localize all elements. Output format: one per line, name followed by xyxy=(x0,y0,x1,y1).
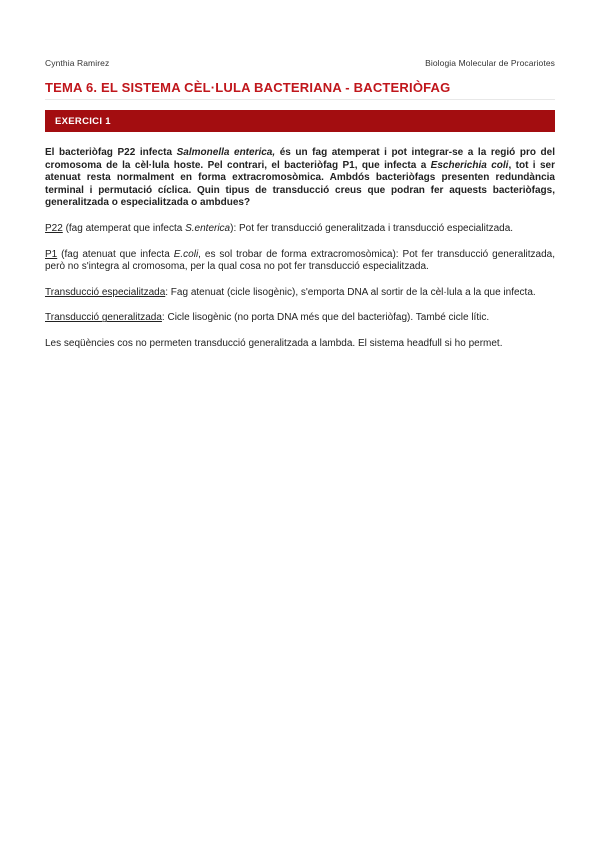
answer-p1-term: P1 xyxy=(45,248,58,260)
answer-especialitzada-term: Transducció especialitzada xyxy=(45,286,166,298)
answer-p22-species: S.enterica xyxy=(185,222,231,234)
answer-generalitzada xyxy=(45,312,555,325)
answer-p1 xyxy=(45,249,555,274)
answer-p22 xyxy=(45,223,555,236)
answer-generalitzada-text: : Cicle lisogènic (no porta DNA més que del bacteriòfag). També cicle lític. xyxy=(161,312,490,324)
question-text-2: és un fag atemperat i pot integrar-se a la regió pro del cromosoma de la cèl·lula hoste. Pel contrari, el bacteriòfag P1, que infecta a xyxy=(45,147,555,171)
answer-especialitzada xyxy=(45,287,555,300)
answer-p22-term: P22 xyxy=(45,222,63,234)
page-title: TEMA 6. EL SISTEMA CÈL·LULA BACTERIANA - BACTERIÒFAG xyxy=(45,80,555,100)
question-species-2: Escherichia coli xyxy=(430,159,509,171)
question-text-1: El bacteriòfag P22 infecta xyxy=(45,147,177,158)
answer-especialitzada-text: : Fag atenuat (cicle lisogènic), s'emporta DNA al sortir de la cèl·lula a la que infecta. xyxy=(165,286,536,298)
question-text-3: , tot i ser atenuat resta normalment en forma extracromosòmica. Ambdós bacteriòfags presenten redundància terminal i permutació cíclica. Quin tipus de transducció creus que podran fer aquests bacteriòfags, generalitzada o especialitzada o ambdues? xyxy=(45,159,555,209)
closing-paragraph: Les seqüències cos no permeten transducció generalitzada a lambda. El sistema headfull si ho permet. xyxy=(45,337,503,349)
exercise-label: EXERCICI 1 xyxy=(55,115,111,127)
answer-generalitzada-term: Transducció generalitzada xyxy=(45,312,162,324)
answer-p22-text-a: (fag atemperat que infecta xyxy=(62,222,186,234)
question-species-1: Salmonella enterica, xyxy=(176,147,276,158)
answer-p22-text-b: ): Pot fer transducció generalitzada i transducció especialitzada. xyxy=(230,222,514,234)
author-name: Cynthia Ramirez xyxy=(45,58,110,68)
page-header xyxy=(45,58,555,68)
question-paragraph xyxy=(45,147,555,210)
exercise-header-bar xyxy=(45,110,555,132)
answer-p1-text-b: , es sol trobar de forma extracromosòmica): Pot fer transducció generalitzada, però no s'integra al cromosoma, per la qual cosa no pot fer transducció especialitzada. xyxy=(45,248,556,273)
course-name: Biologia Molecular de Procariotes xyxy=(425,58,555,68)
document-body xyxy=(45,147,555,364)
answer-p1-species: E.coli xyxy=(173,248,199,260)
answer-p1-text-a: (fag atenuat que infecta xyxy=(57,248,174,260)
